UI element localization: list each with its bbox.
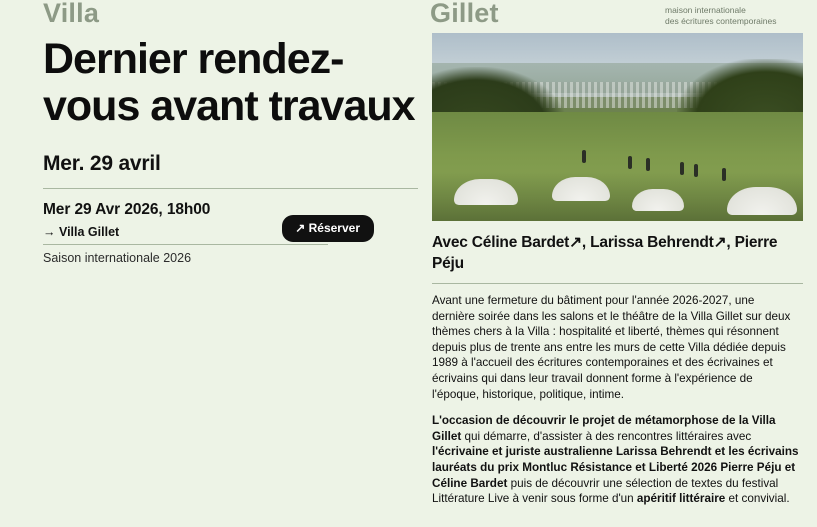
brand-subtitle-line-1: maison internationale [665,5,746,15]
brand-subtitle [665,5,795,27]
desc2-part-1: L'occasion de découvrir le projet de métamorphose de la Villa Gillet [432,414,776,443]
photo-figure [582,150,586,163]
photo-figure [680,162,684,175]
photo-umbrella [632,189,684,211]
divider-under-date [43,188,418,189]
event-left-column [43,36,418,265]
brand-word-gillet: Gillet [430,0,499,28]
credits-guest-name-2: Larissa Behrendt [590,234,714,251]
desc2-part-4: puis de découvrir une sélection de textes du festival Littérature Live à venir sous forme d'un [432,476,779,506]
event-season: Saison internationale 2026 [43,251,192,265]
desc2-part-6: et convivial. [725,492,790,506]
photo-figure [722,168,726,181]
brand-word-villa: Villa [43,0,100,28]
description-paragraph-2 [432,413,800,507]
credits-guest-link-2[interactable] [590,234,726,251]
credits-guest-name-3: Pierre Péju [432,234,778,272]
description-paragraph-1: Avant une fermeture du bâtiment pour l'année 2026-2027, une dernière soirée dans les salons et le théâtre de la Villa Gillet sur deux thèmes chers à la Villa : hospitalité et liberté, thèmes qui résonnent depuis plus de trente ans entre les murs de cette Villa dédiée depuis 1989 à l'accueil des écritures contemporaines et des écrivaines et écrivains qui dans leur travail donnent forme à l'expérience de l'époque, historique, politique, intime. [432,294,791,401]
reserve-button[interactable]: ↗ Réserver [282,215,374,242]
credits-prefix: Avec [432,234,472,251]
event-venue-label: → Villa Gillet [43,225,120,239]
desc2-part-2: qui démarre, d'assister à des rencontres littéraires avec [461,429,752,443]
event-full-date: Mer 29 Avr 2026, 18h00 [43,201,211,218]
external-link-arrow-icon: ↗ [713,234,727,251]
photo-umbrella [552,177,610,201]
event-info-block [43,201,418,265]
desc2-part-3: l'écrivaine et juriste australienne Larissa Behrendt et les écrivains lauréats du prix Montluc Résistance et Liberté 2026 Pierre Péju et Céline Bardet [432,445,799,490]
photo-figure [628,156,632,169]
external-link-arrow-icon: ↗ [569,234,582,251]
event-description [432,293,800,507]
page-title: Dernier rendez-vous avant travaux [43,35,415,130]
photo-figure [694,164,698,177]
villa-garden-photo [432,33,803,221]
event-credits: Avec Céline Bardet↗, Larissa Behrendt↗, Pierre Péju [432,234,778,272]
event-short-date: Mer. 29 avril [43,152,161,175]
divider-under-venue [43,244,328,245]
divider-under-credits [432,283,803,284]
event-right-column [432,33,803,507]
photo-figure [646,158,650,171]
photo-umbrella [454,179,518,205]
credits-guest-link-1[interactable] [472,234,582,251]
masthead [0,0,817,32]
brand-subtitle-line-2: des écritures contemporaines [665,16,777,26]
credits-guest-name-1: Céline Bardet [471,234,570,251]
desc2-part-5: apéritif littéraire [636,492,726,506]
